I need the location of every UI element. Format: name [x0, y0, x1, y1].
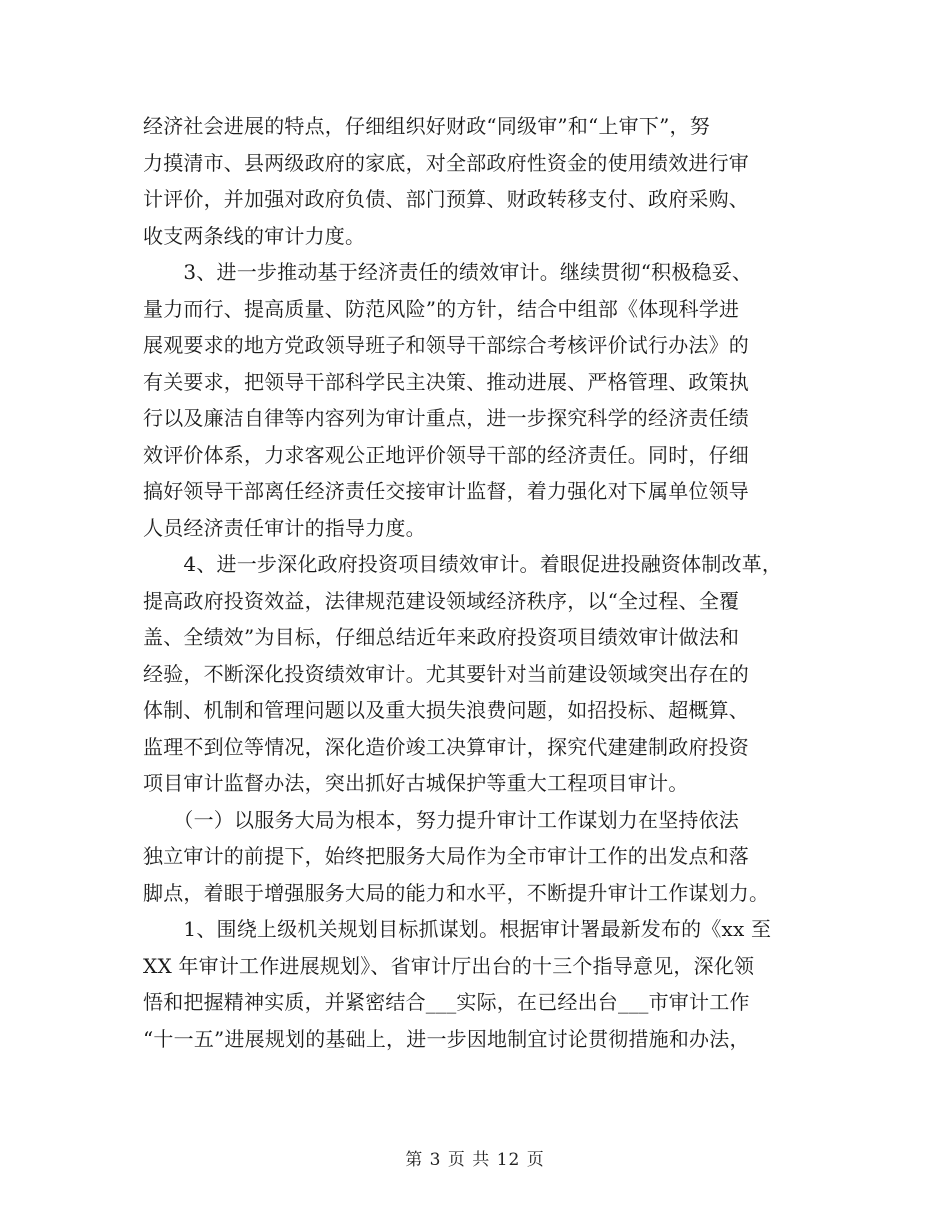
text-line: 脚点，着眼于增强服务大局的能力和水平，不断提升审计工作谋划力。: [143, 880, 770, 905]
text-line: 项目审计监督办法，突出抓好古城保护等重大工程项目审计。: [143, 771, 689, 795]
text-line: 人员经济责任审计的指导力度。: [143, 515, 426, 540]
text-line: 4、进一步深化政府投资项目绩效审计。着眼促进投融资体制改革，: [143, 552, 783, 576]
text-line: 量力而行、提高质量、防范风险”的方针，结合中组部《体现科学进: [143, 296, 740, 321]
paragraph: [143, 108, 823, 254]
paragraph: [143, 546, 823, 802]
text-line: “十一五”进展规划的基础上，进一步因地制宜讨论贯彻措施和办法，: [143, 1026, 750, 1051]
text-line: 盖、全绩效”为目标，仔细总结近年来政府投资项目绩效审计做法和: [143, 625, 740, 649]
page-footer: 第 3 页 共 12 页: [405, 1150, 545, 1170]
text-line: 经验，不断深化投资绩效审计。尤其要针对当前建设领域突出存在的: [143, 661, 749, 686]
text-line: 计评价，并加强对政府负债、部门预算、财政转移支付、政府采购、: [143, 187, 749, 211]
text-line: 体制、机制和管理问题以及重大损失浪费问题，如招投标、超概算、: [143, 698, 749, 722]
text-line: （一）以服务大局为根本，努力提升审计工作谋划力在坚持依法: [143, 807, 739, 832]
text-line: 展观要求的地方党政领导班子和领导干部综合考核评价试行办法》的: [143, 333, 749, 357]
text-line: XX 年审计工作进展规划》、省审计厅出台的十三个指导意见，深化领: [143, 953, 755, 978]
text-line: 监理不到位等情况，深化造价竣工决算审计，探究代建建制政府投资: [143, 734, 749, 759]
paragraph: [143, 254, 823, 546]
paragraph: [143, 802, 823, 912]
text-line: 收支两条线的审计力度。: [143, 223, 366, 248]
text-line: 悟和把握精神实质，并紧密结合___实际，在已经出台___市审计工作: [143, 990, 750, 1014]
text-line: 行以及廉洁自律等内容列为审计重点，进一步探究科学的经济责任绩: [143, 406, 749, 430]
text-line: 1、围绕上级机关规划目标抓谋划。根据审计署最新发布的《xx 至: [143, 917, 772, 941]
text-line: 经济社会进展的特点，仔细组织好财政“同级审”和“上审下”，努: [143, 114, 710, 138]
document-body: [143, 108, 823, 1057]
text-line: 独立审计的前提下，始终把服务大局作为全市审计工作的出发点和落: [143, 844, 749, 868]
text-line: 提高政府投资效益，法律规范建设领域经济秩序，以“全过程、全覆: [143, 588, 740, 613]
text-line: 效评价体系，力求客观公正地评价领导干部的经济责任。同时，仔细: [143, 442, 749, 467]
text-line: 有关要求，把领导干部科学民主决策、推动进展、严格管理、政策执: [143, 369, 749, 394]
text-line: 3、进一步推动基于经济责任的绩效审计。继续贯彻“积极稳妥、: [143, 260, 753, 284]
text-line: 搞好领导干部离任经济责任交接审计监督，着力强化对下属单位领导: [143, 479, 749, 503]
text-line: 力摸清市、县两级政府的家底，对全部政府性资金的使用绩效进行审: [143, 150, 749, 175]
paragraph: [143, 911, 823, 1057]
